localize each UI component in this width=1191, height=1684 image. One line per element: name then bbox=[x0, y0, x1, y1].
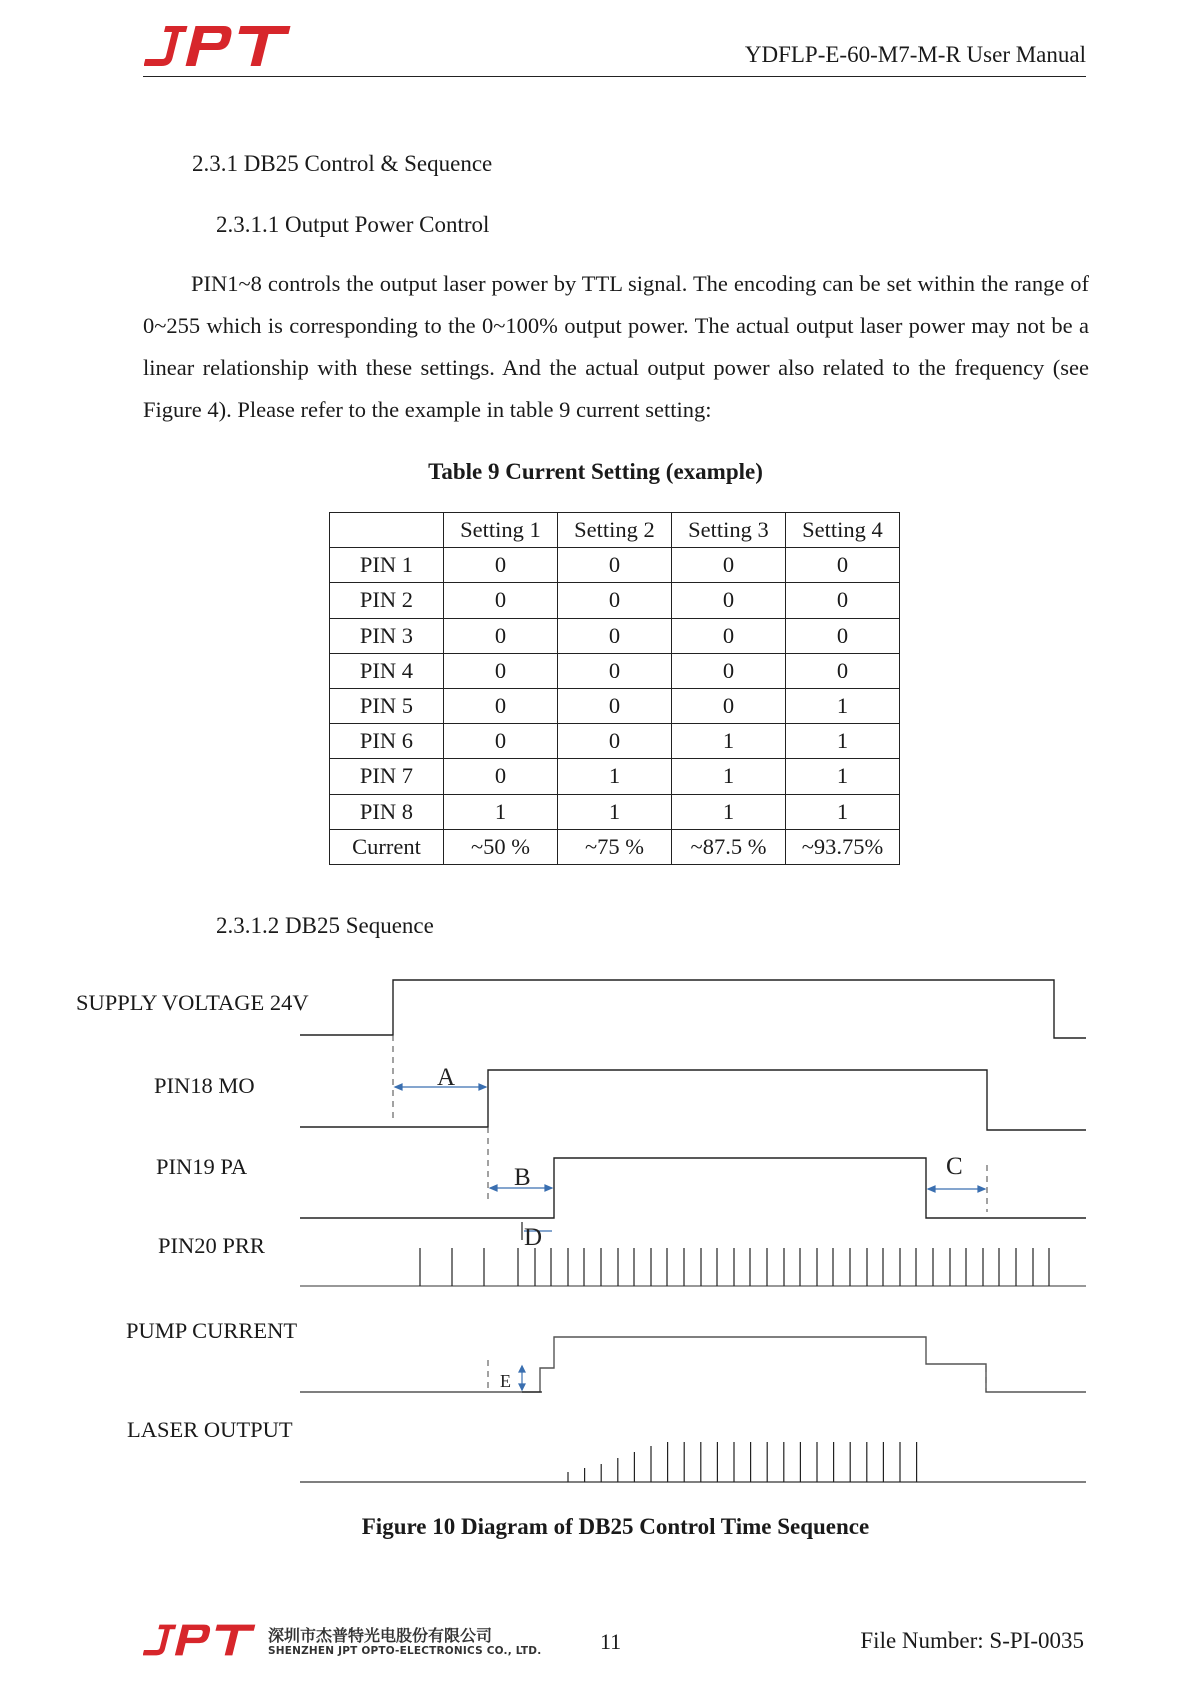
table-cell: ~50 % bbox=[444, 829, 558, 864]
table-header-cell: Setting 1 bbox=[444, 513, 558, 548]
document-title: YDFLP-E-60-M7-M-R User Manual bbox=[744, 42, 1086, 67]
table-cell: 0 bbox=[558, 724, 672, 759]
marker-e: E bbox=[500, 1371, 511, 1391]
table-cell: 1 bbox=[444, 794, 558, 829]
pa-waveform bbox=[300, 1158, 1086, 1218]
table-cell: 0 bbox=[672, 618, 786, 653]
table-cell: 0 bbox=[672, 548, 786, 583]
arrowhead bbox=[395, 1084, 402, 1090]
table-cell: 0 bbox=[672, 653, 786, 688]
table-cell: 0 bbox=[444, 583, 558, 618]
table-cell: 1 bbox=[672, 724, 786, 759]
table-cell: 0 bbox=[786, 548, 900, 583]
signal-label-laser: LASER OUTPUT bbox=[127, 1417, 293, 1442]
signal-label-prr: PIN20 PRR bbox=[158, 1233, 265, 1258]
signal-label-mo: PIN18 MO bbox=[154, 1073, 255, 1098]
table-header-cell: Setting 3 bbox=[672, 513, 786, 548]
marker-d: D bbox=[524, 1224, 543, 1251]
prr-pulse-train bbox=[420, 1248, 1049, 1286]
body-paragraph: PIN1~8 controls the output laser power by TTL signal. The encoding can be set within the range of 0~255 which is corresponding to the 0~100% output power. The actual output laser power may not be a linear relationship with these settings. And the actual output power also related to the frequency (see Figure 4). Please refer to the example in table 9 current setting: bbox=[143, 271, 1089, 422]
mo-waveform bbox=[300, 1070, 1086, 1130]
table-cell: 0 bbox=[786, 618, 900, 653]
table-cell: 0 bbox=[444, 653, 558, 688]
row-label: PIN 4 bbox=[330, 653, 444, 688]
arrowhead bbox=[978, 1186, 985, 1192]
table-cell: ~75 % bbox=[558, 829, 672, 864]
subsection-heading-output-power: 2.3.1.1 Output Power Control bbox=[216, 212, 490, 237]
table-cell: 0 bbox=[558, 618, 672, 653]
table-header-cell: Setting 2 bbox=[558, 513, 672, 548]
table-cell: 1 bbox=[558, 794, 672, 829]
table-cell: 1 bbox=[786, 688, 900, 723]
table-cell: 1 bbox=[672, 794, 786, 829]
row-label: PIN 3 bbox=[330, 618, 444, 653]
table-cell: 0 bbox=[558, 688, 672, 723]
arrowhead bbox=[479, 1084, 486, 1090]
table-cell: 0 bbox=[444, 688, 558, 723]
table-cell: ~87.5 % bbox=[672, 829, 786, 864]
row-label: Current bbox=[330, 829, 444, 864]
arrowhead bbox=[490, 1185, 497, 1191]
table-cell: 0 bbox=[444, 548, 558, 583]
footer-company-en: SHENZHEN JPT OPTO-ELECTRONICS CO., LTD. bbox=[268, 1645, 542, 1657]
arrowhead bbox=[519, 1384, 525, 1390]
row-label: PIN 5 bbox=[330, 688, 444, 723]
table-caption: Table 9 Current Setting (example) bbox=[428, 459, 763, 484]
signal-label-pa: PIN19 PA bbox=[156, 1154, 248, 1179]
row-label: PIN 6 bbox=[330, 724, 444, 759]
figure-caption: Figure 10 Diagram of DB25 Control Time Sequence bbox=[361, 1514, 870, 1539]
table-header-cell: Setting 4 bbox=[786, 513, 900, 548]
row-label: PIN 7 bbox=[330, 759, 444, 794]
table-cell: 0 bbox=[558, 653, 672, 688]
table-cell: 1 bbox=[786, 759, 900, 794]
table-cell: 0 bbox=[558, 583, 672, 618]
table-cell: 0 bbox=[672, 583, 786, 618]
section-heading: 2.3.1 DB25 Control & Sequence bbox=[192, 151, 493, 176]
table-cell: 1 bbox=[558, 759, 672, 794]
table-cell: 1 bbox=[786, 794, 900, 829]
arrowhead bbox=[545, 1185, 552, 1191]
signal-label-supply: SUPPLY VOLTAGE 24V bbox=[76, 990, 309, 1015]
table-cell: 1 bbox=[672, 759, 786, 794]
row-label: PIN 1 bbox=[330, 548, 444, 583]
page-number: 11 bbox=[600, 1629, 622, 1654]
table-cell: 0 bbox=[444, 618, 558, 653]
row-label: PIN 2 bbox=[330, 583, 444, 618]
laser-pulse-train bbox=[568, 1442, 917, 1482]
arrowhead bbox=[519, 1366, 525, 1372]
footer-jpt-logo bbox=[143, 1622, 258, 1658]
signal-label-pump: PUMP CURRENT bbox=[126, 1318, 298, 1343]
table-cell: 0 bbox=[444, 759, 558, 794]
footer-company-cn: 深圳市杰普特光电股份有限公司 bbox=[268, 1626, 493, 1645]
table-cell: 0 bbox=[786, 583, 900, 618]
pump-waveform bbox=[300, 1337, 1086, 1392]
file-number: File Number: S-PI-0035 bbox=[860, 1628, 1084, 1653]
supply-waveform bbox=[300, 980, 1086, 1038]
subsection-heading-sequence: 2.3.1.2 DB25 Sequence bbox=[216, 913, 434, 938]
marker-c: C bbox=[946, 1153, 963, 1180]
marker-a: A bbox=[437, 1064, 456, 1091]
arrowhead bbox=[928, 1186, 935, 1192]
table-cell: 0 bbox=[786, 653, 900, 688]
table-cell: 1 bbox=[786, 724, 900, 759]
table-cell: 0 bbox=[558, 548, 672, 583]
row-label: PIN 8 bbox=[330, 794, 444, 829]
marker-b: B bbox=[514, 1164, 531, 1191]
table-cell: 0 bbox=[672, 688, 786, 723]
table-cell: 0 bbox=[444, 724, 558, 759]
table-cell: ~93.75% bbox=[786, 829, 900, 864]
